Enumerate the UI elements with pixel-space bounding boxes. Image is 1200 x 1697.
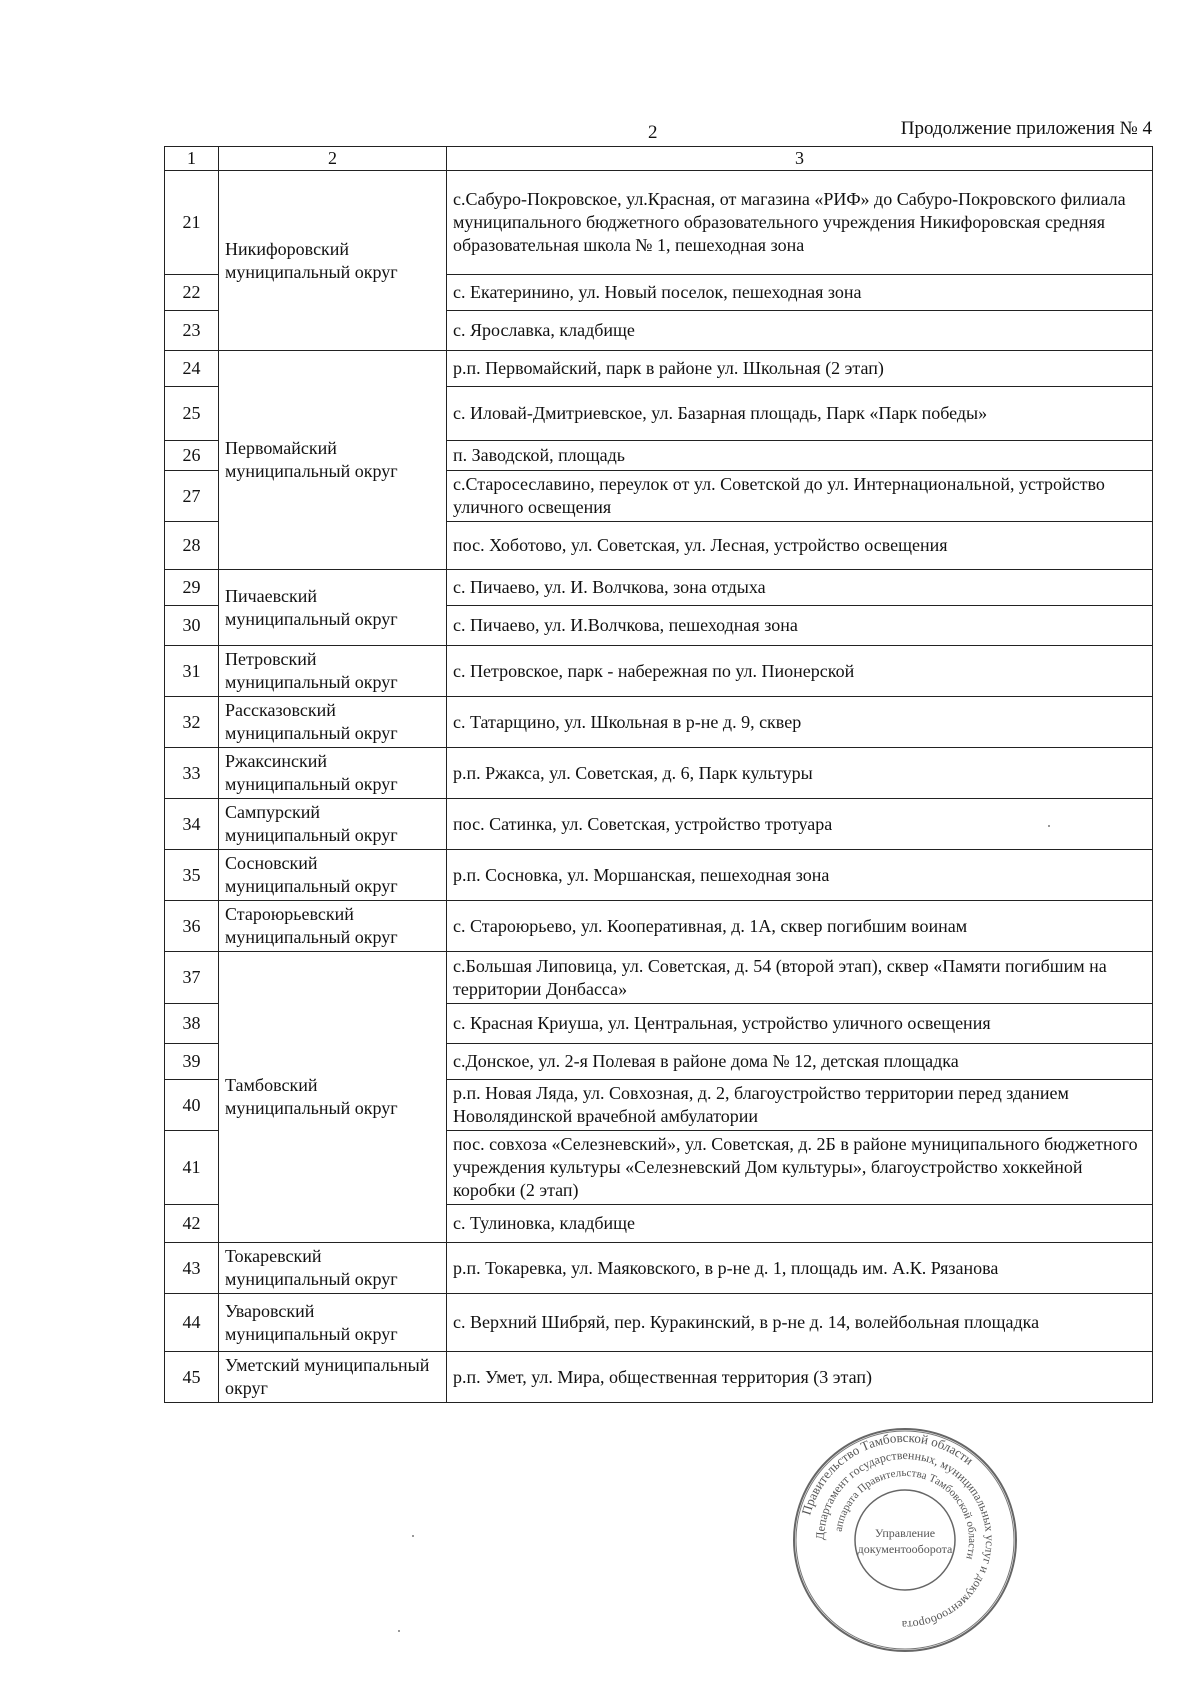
object-description: с.Большая Липовица, ул. Советская, д. 54 (второй этап), сквер «Памяти погибшим на территории Донбасса» [447, 952, 1153, 1004]
table-row [165, 1294, 1153, 1352]
row-number: 24 [165, 351, 219, 387]
seal-outer-text: Правительство Тамбовской области [798, 1429, 977, 1517]
page-number: 2 [648, 122, 658, 143]
table-row [165, 901, 1153, 952]
district-name: Тамбовский муниципальный округ [219, 952, 447, 1243]
object-description: с. Староюрьево, ул. Кооперативная, д. 1А, сквер погибшим воинам [447, 901, 1153, 952]
district-name: Староюрьевский муниципальный округ [219, 901, 447, 952]
district-name: Никифоровский муниципальный округ [219, 171, 447, 351]
object-description: с. Иловай-Дмитриевское, ул. Базарная площадь, Парк «Парк победы» [447, 387, 1153, 441]
seal-center-line2: документооборота [857, 1542, 953, 1556]
object-description: с. Тулиновка, кладбище [447, 1205, 1153, 1243]
table-row [165, 799, 1153, 850]
table-row [165, 1352, 1153, 1403]
seal-center-ring [855, 1490, 955, 1590]
row-number: 35 [165, 850, 219, 901]
row-number: 38 [165, 1004, 219, 1044]
scan-speck [412, 1535, 414, 1537]
row-number: 41 [165, 1131, 219, 1205]
table-row [165, 748, 1153, 799]
object-description: р.п. Новая Ляда, ул. Совхозная, д. 2, благоустройство территории перед зданием Новолядинской врачебной амбулатории [447, 1080, 1153, 1131]
district-name: Уметский муниципальный округ [219, 1352, 447, 1403]
table-row [165, 351, 1153, 387]
row-number: 36 [165, 901, 219, 952]
seal-middle-text: Департамент государственных, муниципальных услуг и документооборота [812, 1447, 998, 1633]
table-row [165, 1243, 1153, 1294]
object-description: с. Красная Криуша, ул. Центральная, устройство уличного освещения [447, 1004, 1153, 1044]
object-description: с. Екатеринино, ул. Новый поселок, пешеходная зона [447, 275, 1153, 311]
column-header: 1 [165, 147, 219, 171]
object-description: р.п. Ржакса, ул. Советская, д. 6, Парк культуры [447, 748, 1153, 799]
table-row [165, 952, 1153, 1004]
seal-inner-text: аппарата Правительства Тамбовской области [832, 1466, 979, 1561]
header-row [165, 147, 1153, 171]
row-number: 33 [165, 748, 219, 799]
object-description: с. Пичаево, ул. И.Волчкова, пешеходная зона [447, 606, 1153, 646]
table-row [165, 850, 1153, 901]
row-number: 32 [165, 697, 219, 748]
district-name: Рассказовский муниципальный округ [219, 697, 447, 748]
row-number: 40 [165, 1080, 219, 1131]
district-name: Уваровский муниципальный округ [219, 1294, 447, 1352]
row-number: 31 [165, 646, 219, 697]
table-row [165, 570, 1153, 606]
table-header [165, 147, 1153, 171]
appendix-label: Продолжение приложения № 4 [900, 118, 1152, 139]
object-description: р.п. Первомайский, парк в районе ул. Школьная (2 этап) [447, 351, 1153, 387]
column-header: 3 [447, 147, 1153, 171]
district-name: Ржаксинский муниципальный округ [219, 748, 447, 799]
table-row [165, 171, 1153, 275]
row-number: 28 [165, 522, 219, 570]
district-name: Токаревский муниципальный округ [219, 1243, 447, 1294]
row-number: 26 [165, 441, 219, 471]
official-seal [790, 1425, 1020, 1655]
object-description: с. Ярославка, кладбище [447, 311, 1153, 351]
district-name: Пичаевский муниципальный округ [219, 570, 447, 646]
row-number: 21 [165, 171, 219, 275]
objects-table [164, 146, 1153, 1403]
object-description: с. Пичаево, ул. И. Волчкова, зона отдыха [447, 570, 1153, 606]
row-number: 42 [165, 1205, 219, 1243]
object-description: с.Старосеславино, переулок от ул. Советской до ул. Интернациональной, устройство уличного освещения [447, 471, 1153, 522]
row-number: 39 [165, 1044, 219, 1080]
object-description: пос. Хоботово, ул. Советская, ул. Лесная, устройство освещения [447, 522, 1153, 570]
row-number: 45 [165, 1352, 219, 1403]
object-description: с.Сабуро-Покровское, ул.Красная, от магазина «РИФ» до Сабуро-Покровского филиала муниципального бюджетного образовательного учреждения Никифоровская средняя образовательная школа № 1, пешеходная зона [447, 171, 1153, 275]
district-name: Сампурский муниципальный округ [219, 799, 447, 850]
row-number: 25 [165, 387, 219, 441]
row-number: 37 [165, 952, 219, 1004]
table-body [165, 171, 1153, 1403]
seal-center-line1: Управление [874, 1526, 936, 1540]
scan-speck [398, 1630, 400, 1632]
object-description: р.п. Умет, ул. Мира, общественная территория (3 этап) [447, 1352, 1153, 1403]
district-name: Сосновский муниципальный округ [219, 850, 447, 901]
object-description: с.Донское, ул. 2-я Полевая в районе дома № 12, детская площадка [447, 1044, 1153, 1080]
row-number: 44 [165, 1294, 219, 1352]
object-description: пос. совхоза «Селезневский», ул. Советская, д. 2Б в районе муниципального бюджетного учреждения культуры «Селезневский Дом культуры», благоустройство хоккейной коробки (2 этап) [447, 1131, 1153, 1205]
object-description: п. Заводской, площадь [447, 441, 1153, 471]
table-row [165, 646, 1153, 697]
row-number: 22 [165, 275, 219, 311]
row-number: 30 [165, 606, 219, 646]
row-number: 43 [165, 1243, 219, 1294]
object-description: с. Петровское, парк - набережная по ул. Пионерской [447, 646, 1153, 697]
row-number: 23 [165, 311, 219, 351]
table-row [165, 697, 1153, 748]
district-name: Петровский муниципальный округ [219, 646, 447, 697]
object-description: с. Верхний Шибряй, пер. Куракинский, в р-не д. 14, волейбольная площадка [447, 1294, 1153, 1352]
district-name: Первомайский муниципальный округ [219, 351, 447, 570]
object-description: пос. Сатинка, ул. Советская, устройство тротуара [447, 799, 1153, 850]
row-number: 27 [165, 471, 219, 522]
row-number: 34 [165, 799, 219, 850]
scan-speck [1048, 825, 1050, 827]
object-description: р.п. Сосновка, ул. Моршанская, пешеходная зона [447, 850, 1153, 901]
object-description: р.п. Токаревка, ул. Маяковского, в р-не д. 1, площадь им. А.К. Рязанова [447, 1243, 1153, 1294]
row-number: 29 [165, 570, 219, 606]
object-description: с. Татарщино, ул. Школьная в р-не д. 9, сквер [447, 697, 1153, 748]
column-header: 2 [219, 147, 447, 171]
